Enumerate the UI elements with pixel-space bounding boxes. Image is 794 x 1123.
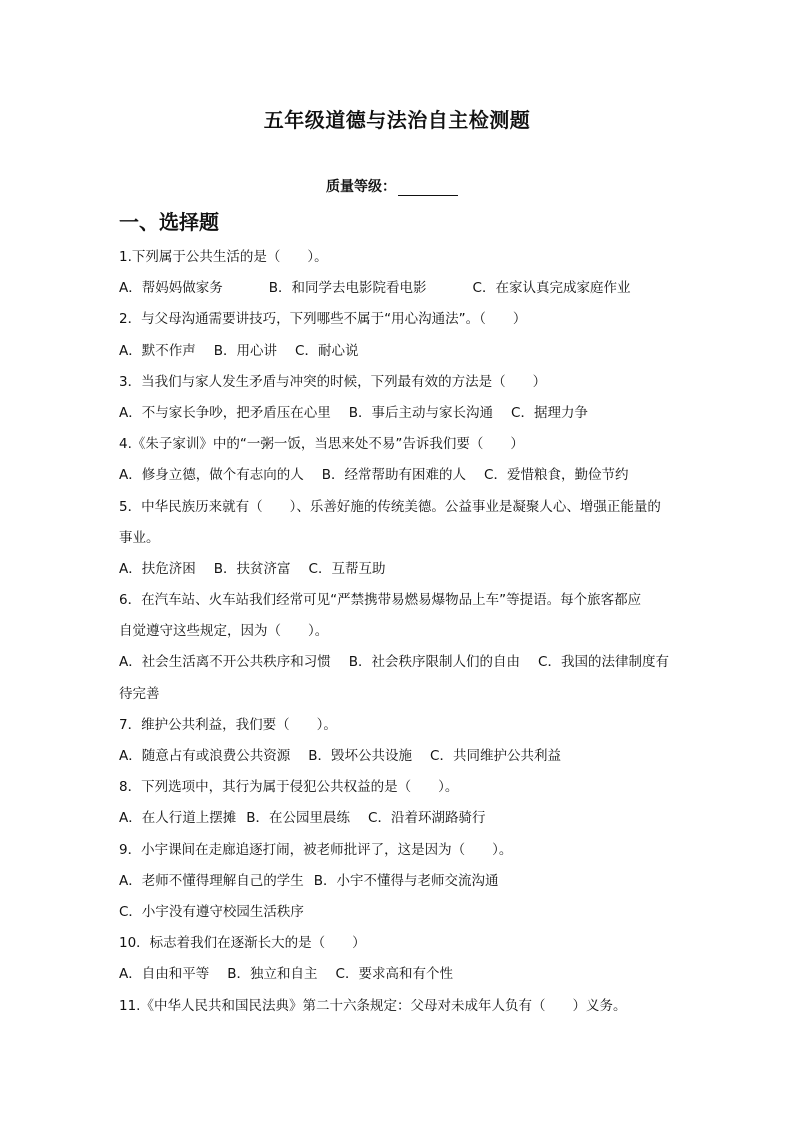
option-a: A．扶危济困 [119,560,196,577]
option-b: B．扶贫济富 [213,560,291,577]
question-9-options [119,870,679,901]
option-c: C．耐心说 [295,342,359,359]
option-c: C．互帮互助 [308,560,386,577]
option-a: A．不与家长争吵，把矛盾压在心里 [119,404,331,421]
question-1: 1.下列属于公共生活的是（ ）。 [119,249,328,265]
quality-grade [326,176,458,196]
question-5-continued: 事业。 [119,529,160,546]
option-c: C．共同维护公共利益 [430,748,561,764]
option-c: C．要求高和有个性 [335,966,453,983]
question-3-options [119,402,679,433]
question-list [119,246,679,1026]
question-9-option-c: C．小宇没有遵守校园生活秩序 [119,903,304,920]
option-c: C．据理力争 [511,404,588,421]
option-a: A．老师不懂得理解自己的学生 [119,872,304,889]
question-3: 3．当我们与家人发生矛盾与冲突的时候，下列最有效的方法是（ ） [119,373,547,390]
option-b: B．用心讲 [213,342,278,359]
question-6-continued: 自觉遵守这些规定，因为（ ）。 [119,623,329,640]
question-6-options [119,651,679,682]
option-a: A．修身立德，做个有志向的人 [119,467,304,484]
option-a: A．在人行道上摆摊 [119,810,237,827]
option-a: A．随意占有或浪费公共资源 [119,748,291,764]
question-8-options [119,807,679,838]
option-b: B．小宇不懂得与老师交流沟通 [313,872,499,889]
option-b: B．在公园里晨练 [246,810,351,827]
option-b: B．社会秩序限制人们的自由 [348,654,521,671]
quality-grade-label: 质量等级： [326,179,396,195]
question-6: 6．在汽车站、火车站我们经常可见“严禁携带易燃易爆物品上车”等提语。每个旅客都应 [119,592,642,609]
question-6-option-c-continued: 待完善 [119,685,160,702]
option-b: B．独立和自主 [227,966,318,983]
question-2-options [119,340,679,371]
option-b: B．经常帮助有困难的人 [321,467,467,484]
option-c: C．爱惜粮食，勤俭节约 [484,467,629,484]
question-7-options [119,745,679,776]
question-4: 4.《朱子家训》中的“一粥一饭，当思来处不易”告诉我们要（ ） [119,436,524,453]
option-a: A．帮妈妈做家务 [119,280,223,297]
section-title: 一、选择题 [119,210,219,234]
question-10-options [119,963,679,994]
option-b: B．毁坏公共设施 [308,748,413,764]
option-b: B．和同学去电影院看电影 [268,280,427,297]
question-5-options [119,558,679,589]
question-9: 9．小宇课间在走廊追逐打闹，被老师批评了，这是因为（ ）。 [119,841,513,858]
question-11: 11.《中华人民共和国民法典》第二十六条规定：父母对未成年人负有（ ）义务。 [119,997,627,1014]
question-10: 10．标志着我们在逐渐长大的是（ ） [119,935,366,952]
option-c: C．在家认真完成家庭作业 [472,280,631,297]
question-4-options [119,464,679,495]
question-5: 5．中华民族历来就有（ ）、乐善好施的传统美德。公益事业是凝聚人心、增强正能量的 [119,498,661,515]
question-7: 7．维护公共利益，我们要（ ）。 [119,716,337,733]
option-a: A．默不作声 [119,342,196,359]
question-2: 2．与父母沟通需要讲技巧，下列哪些不属于“用心沟通法”。（ ） [119,311,527,328]
quality-grade-blank [398,181,458,196]
option-c: C．我国的法律制度有 [538,654,669,671]
page-title: 五年级道德与法治自主检测题 [263,108,531,132]
question-8: 8．下列选项中，其行为属于侵犯公共权益的是（ ）。 [119,779,459,796]
question-1-options [119,277,679,308]
option-c: C．沿着环湖路骑行 [368,810,486,827]
option-a: A．自由和平等 [119,966,210,983]
option-a: A．社会生活离不开公共秩序和习惯 [119,654,331,671]
option-b: B．事后主动与家长沟通 [348,404,494,421]
